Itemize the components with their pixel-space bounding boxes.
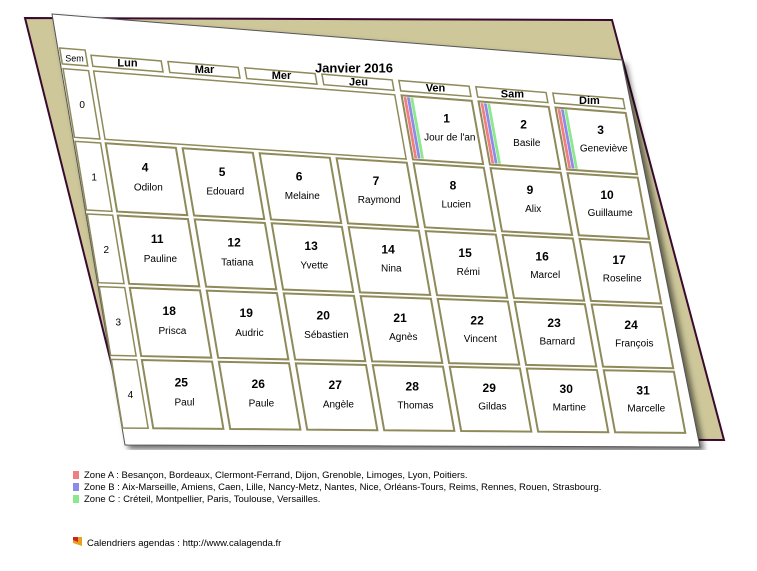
saint-name: Sébastien bbox=[304, 330, 349, 341]
day-cell bbox=[219, 362, 301, 430]
day-cell bbox=[604, 370, 686, 433]
day-cell bbox=[491, 168, 573, 235]
day-number: 24 bbox=[624, 318, 638, 333]
day-cell bbox=[349, 227, 431, 295]
footer bbox=[73, 537, 281, 549]
day-cell bbox=[450, 367, 532, 432]
day-number: 25 bbox=[174, 375, 188, 390]
day-cell bbox=[414, 163, 496, 231]
saint-name: Pauline bbox=[143, 254, 178, 266]
saint-name: Lucien bbox=[441, 199, 471, 211]
saint-name: Audric bbox=[235, 327, 264, 339]
day-number: 2 bbox=[520, 117, 527, 132]
day-cell bbox=[195, 219, 277, 289]
day-cell bbox=[272, 223, 354, 292]
week-number: 2 bbox=[103, 244, 110, 256]
day-number: 21 bbox=[393, 311, 407, 325]
day-cell bbox=[337, 158, 419, 227]
day-number: 15 bbox=[458, 246, 472, 260]
saint-name: Barnard bbox=[539, 336, 576, 348]
week-header-label: Sem bbox=[65, 53, 84, 64]
day-number: 11 bbox=[150, 232, 164, 247]
saint-name: Agnès bbox=[389, 332, 418, 344]
saint-name: Thomas bbox=[397, 400, 434, 412]
day-number: 6 bbox=[295, 169, 303, 184]
day-header-label: Dim bbox=[579, 94, 600, 107]
saint-name: Angèle bbox=[322, 399, 354, 411]
saint-name: Odilon bbox=[133, 182, 163, 194]
day-number: 26 bbox=[251, 376, 265, 391]
calendar-title: Janvier 2016 bbox=[314, 60, 394, 76]
week-number: 3 bbox=[115, 317, 122, 329]
day-cell bbox=[527, 369, 609, 433]
day-number: 22 bbox=[470, 313, 484, 328]
day-number: 13 bbox=[304, 239, 318, 254]
day-number: 4 bbox=[141, 160, 149, 175]
saint-name: Martine bbox=[552, 402, 586, 414]
day-cell bbox=[207, 291, 289, 360]
saint-name: Basile bbox=[513, 137, 541, 149]
day-number: 9 bbox=[526, 183, 534, 198]
day-cell bbox=[296, 363, 378, 430]
day-cell bbox=[142, 360, 224, 429]
day-cell bbox=[183, 148, 265, 219]
day-cell bbox=[503, 235, 585, 301]
day-number: 3 bbox=[597, 123, 604, 138]
day-number: 28 bbox=[405, 379, 419, 394]
day-cell bbox=[568, 173, 650, 239]
zone-a-text: Zone A : Besançon, Bordeaux, Clermont-Ferrand, Dijon, Grenoble, Limoges, Lyon, Poitiers. bbox=[84, 470, 468, 481]
saint-name: Prisca bbox=[158, 325, 187, 337]
day-cell bbox=[426, 231, 508, 298]
day-number: 30 bbox=[559, 382, 573, 397]
day-cell bbox=[592, 305, 674, 369]
zone-c-swatch bbox=[73, 495, 79, 503]
day-cell bbox=[260, 153, 342, 223]
day-number: 10 bbox=[600, 187, 614, 202]
day-number: 23 bbox=[547, 315, 561, 330]
day-number: 19 bbox=[239, 306, 253, 321]
saint-name: Paul bbox=[174, 397, 195, 409]
zone-c-text: Zone C : Créteil, Montpellier, Paris, Toulouse, Versailles. bbox=[84, 494, 321, 505]
day-header-label: Jeu bbox=[349, 76, 368, 89]
saint-name: Melaine bbox=[284, 190, 320, 202]
day-header-label: Lun bbox=[117, 57, 138, 70]
saint-name: Gildas bbox=[478, 401, 507, 413]
saint-name: Marcelle bbox=[627, 403, 666, 415]
saint-name: Geneviève bbox=[579, 143, 628, 155]
day-number: 18 bbox=[162, 303, 176, 318]
day-header-label: Mar bbox=[194, 63, 215, 76]
saint-name: Yvette bbox=[300, 260, 329, 272]
day-number: 1 bbox=[443, 111, 450, 126]
day-number: 7 bbox=[372, 174, 380, 189]
day-cell bbox=[361, 296, 443, 363]
footer-link[interactable]: Calendriers agendas : http://www.calagenda.fr bbox=[87, 538, 282, 549]
day-header-label: Ven bbox=[425, 82, 446, 95]
zone-b-text: Zone B : Aix-Marseille, Amiens, Caen, Lille, Nancy-Metz, Nantes, Nice, Orléans-Tours, Reims, Rennes, Rouen, Strasbourg. bbox=[84, 482, 602, 493]
saint-name: François bbox=[615, 338, 654, 350]
day-cell bbox=[284, 293, 366, 361]
legend-zone-b bbox=[73, 482, 601, 494]
zone-b-swatch bbox=[73, 483, 79, 491]
day-cell bbox=[515, 302, 597, 367]
saint-name: Raymond bbox=[357, 195, 401, 207]
day-cell bbox=[118, 216, 200, 287]
saint-name: Paule bbox=[248, 398, 275, 410]
day-number: 14 bbox=[381, 242, 395, 257]
day-cell bbox=[130, 288, 212, 358]
day-number: 20 bbox=[316, 308, 330, 323]
day-cell bbox=[106, 143, 188, 215]
zone-a-swatch bbox=[73, 471, 79, 479]
saint-name: Marcel bbox=[530, 270, 561, 282]
day-number: 29 bbox=[482, 380, 496, 395]
saint-name: Guillaume bbox=[587, 208, 633, 220]
saint-name: Vincent bbox=[463, 334, 497, 346]
day-number: 31 bbox=[636, 383, 650, 398]
day-cell bbox=[373, 365, 455, 431]
day-number: 16 bbox=[535, 249, 549, 264]
saint-name: Edouard bbox=[206, 186, 245, 198]
day-number: 12 bbox=[227, 235, 241, 250]
day-header-label: Sam bbox=[500, 88, 525, 101]
day-cell bbox=[580, 239, 662, 304]
day-cell bbox=[438, 299, 520, 365]
calagenda-logo-icon bbox=[73, 537, 83, 547]
day-number: 5 bbox=[218, 164, 226, 179]
saint-name: Nina bbox=[381, 263, 402, 275]
week-number: 4 bbox=[127, 389, 134, 401]
saint-name: Alix bbox=[525, 203, 542, 215]
legend-zone-c bbox=[73, 494, 320, 506]
saint-name: Jour de l'an bbox=[424, 132, 476, 144]
week-number: 1 bbox=[91, 172, 97, 184]
day-number: 27 bbox=[328, 378, 342, 393]
saint-name: Roseline bbox=[602, 273, 642, 285]
legend-zone-a bbox=[73, 470, 468, 482]
week-number: 0 bbox=[79, 99, 85, 111]
saint-name: Rémi bbox=[456, 266, 480, 278]
day-header-label: Mer bbox=[271, 70, 292, 83]
saint-name: Tatiana bbox=[221, 257, 254, 269]
day-number: 8 bbox=[449, 178, 457, 193]
day-number: 17 bbox=[612, 253, 626, 267]
